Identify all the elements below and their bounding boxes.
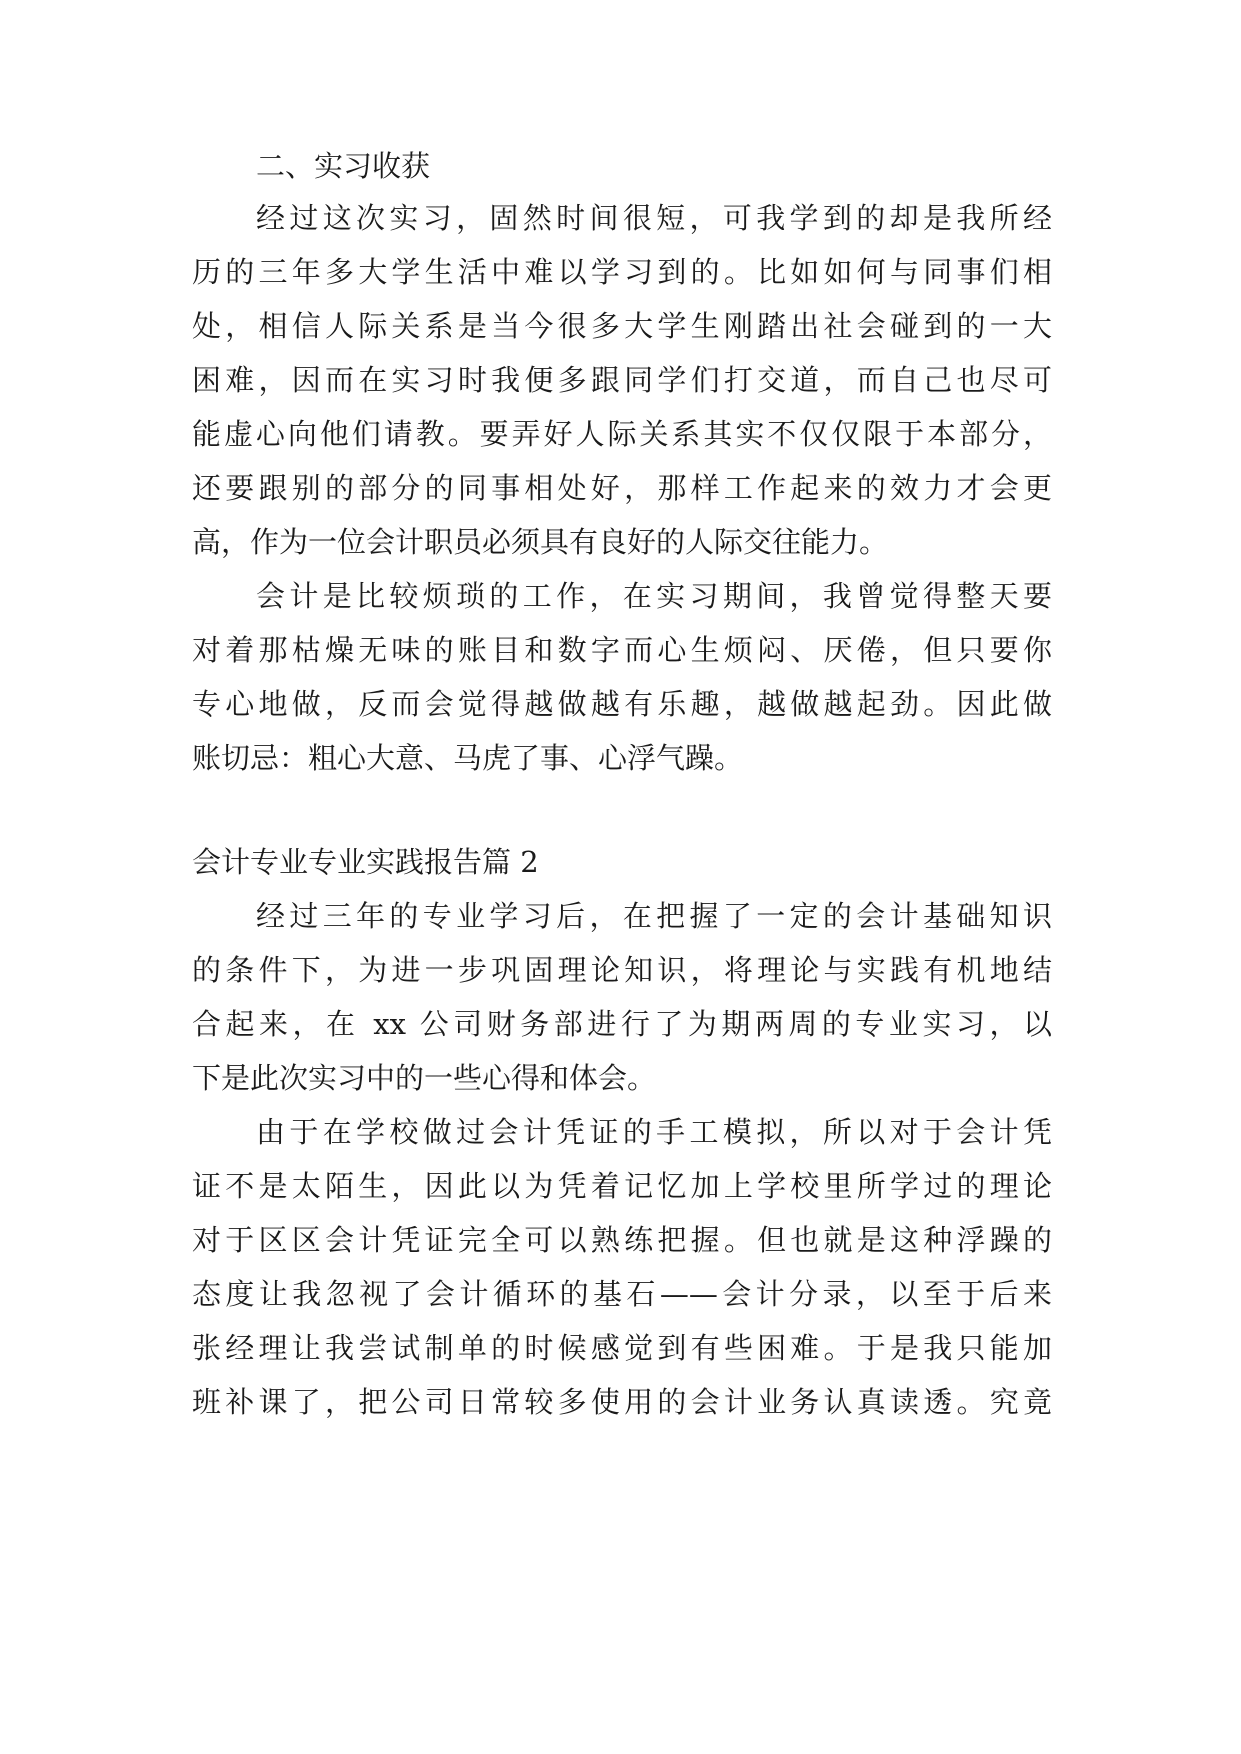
paragraph-line: 由于在学校做过会计凭证的手工模拟，所以对于会计凭 xyxy=(256,1115,1052,1149)
paragraph-line: 经过三年的专业学习后，在把握了一定的会计基础知识 xyxy=(256,899,1052,933)
paragraph-line: 账切忌：粗心大意、马虎了事、心浮气躁。 xyxy=(192,741,744,775)
paragraph-line: 专心地做，反而会觉得越做越有乐趣，越做越起劲。因此做 xyxy=(192,687,1052,721)
paragraph-line: 对着那枯燥无味的账目和数字而心生烦闷、厌倦，但只要你 xyxy=(192,633,1052,667)
paragraph-line: 证不是太陌生，因此以为凭着记忆加上学校里所学过的理论 xyxy=(192,1169,1052,1203)
section-title: 会计专业专业实践报告篇 2 xyxy=(192,845,539,879)
paragraph-line: 历的三年多大学生活中难以学习到的。比如如何与同事们相 xyxy=(192,255,1052,289)
paragraph-line: 合起来，在 xx 公司财务部进行了为期两周的专业实习，以 xyxy=(192,1007,1052,1041)
paragraph-line: 下是此次实习中的一些心得和体会。 xyxy=(192,1061,657,1095)
paragraph-line: 态度让我忽视了会计循环的基石——会计分录，以至于后来 xyxy=(192,1277,1052,1311)
section-heading: 二、实习收获 xyxy=(256,149,431,183)
paragraph-line: 高，作为一位会计职员必须具有良好的人际交往能力。 xyxy=(192,525,889,559)
paragraph-line: 困难，因而在实习时我便多跟同学们打交道，而自己也尽可 xyxy=(192,363,1052,397)
paragraph-line: 还要跟别的部分的同事相处好，那样工作起来的效力才会更 xyxy=(192,471,1052,505)
paragraph-line: 的条件下，为进一步巩固理论知识，将理论与实践有机地结 xyxy=(192,953,1052,987)
paragraph-line: 处，相信人际关系是当今很多大学生刚踏出社会碰到的一大 xyxy=(192,309,1052,343)
paragraph-line: 班补课了，把公司日常较多使用的会计业务认真读透。究竟 xyxy=(192,1385,1052,1419)
paragraph-line: 会计是比较烦琐的工作，在实习期间，我曾觉得整天要 xyxy=(256,579,1052,613)
paragraph-line: 能虚心向他们请教。要弄好人际关系其实不仅仅限于本部分， xyxy=(192,417,1052,451)
paragraph-line: 对于区区会计凭证完全可以熟练把握。但也就是这种浮躁的 xyxy=(192,1223,1052,1257)
paragraph-line: 张经理让我尝试制单的时候感觉到有些困难。于是我只能加 xyxy=(192,1331,1052,1365)
paragraph-line: 经过这次实习，固然时间很短，可我学到的却是我所经 xyxy=(256,201,1052,235)
